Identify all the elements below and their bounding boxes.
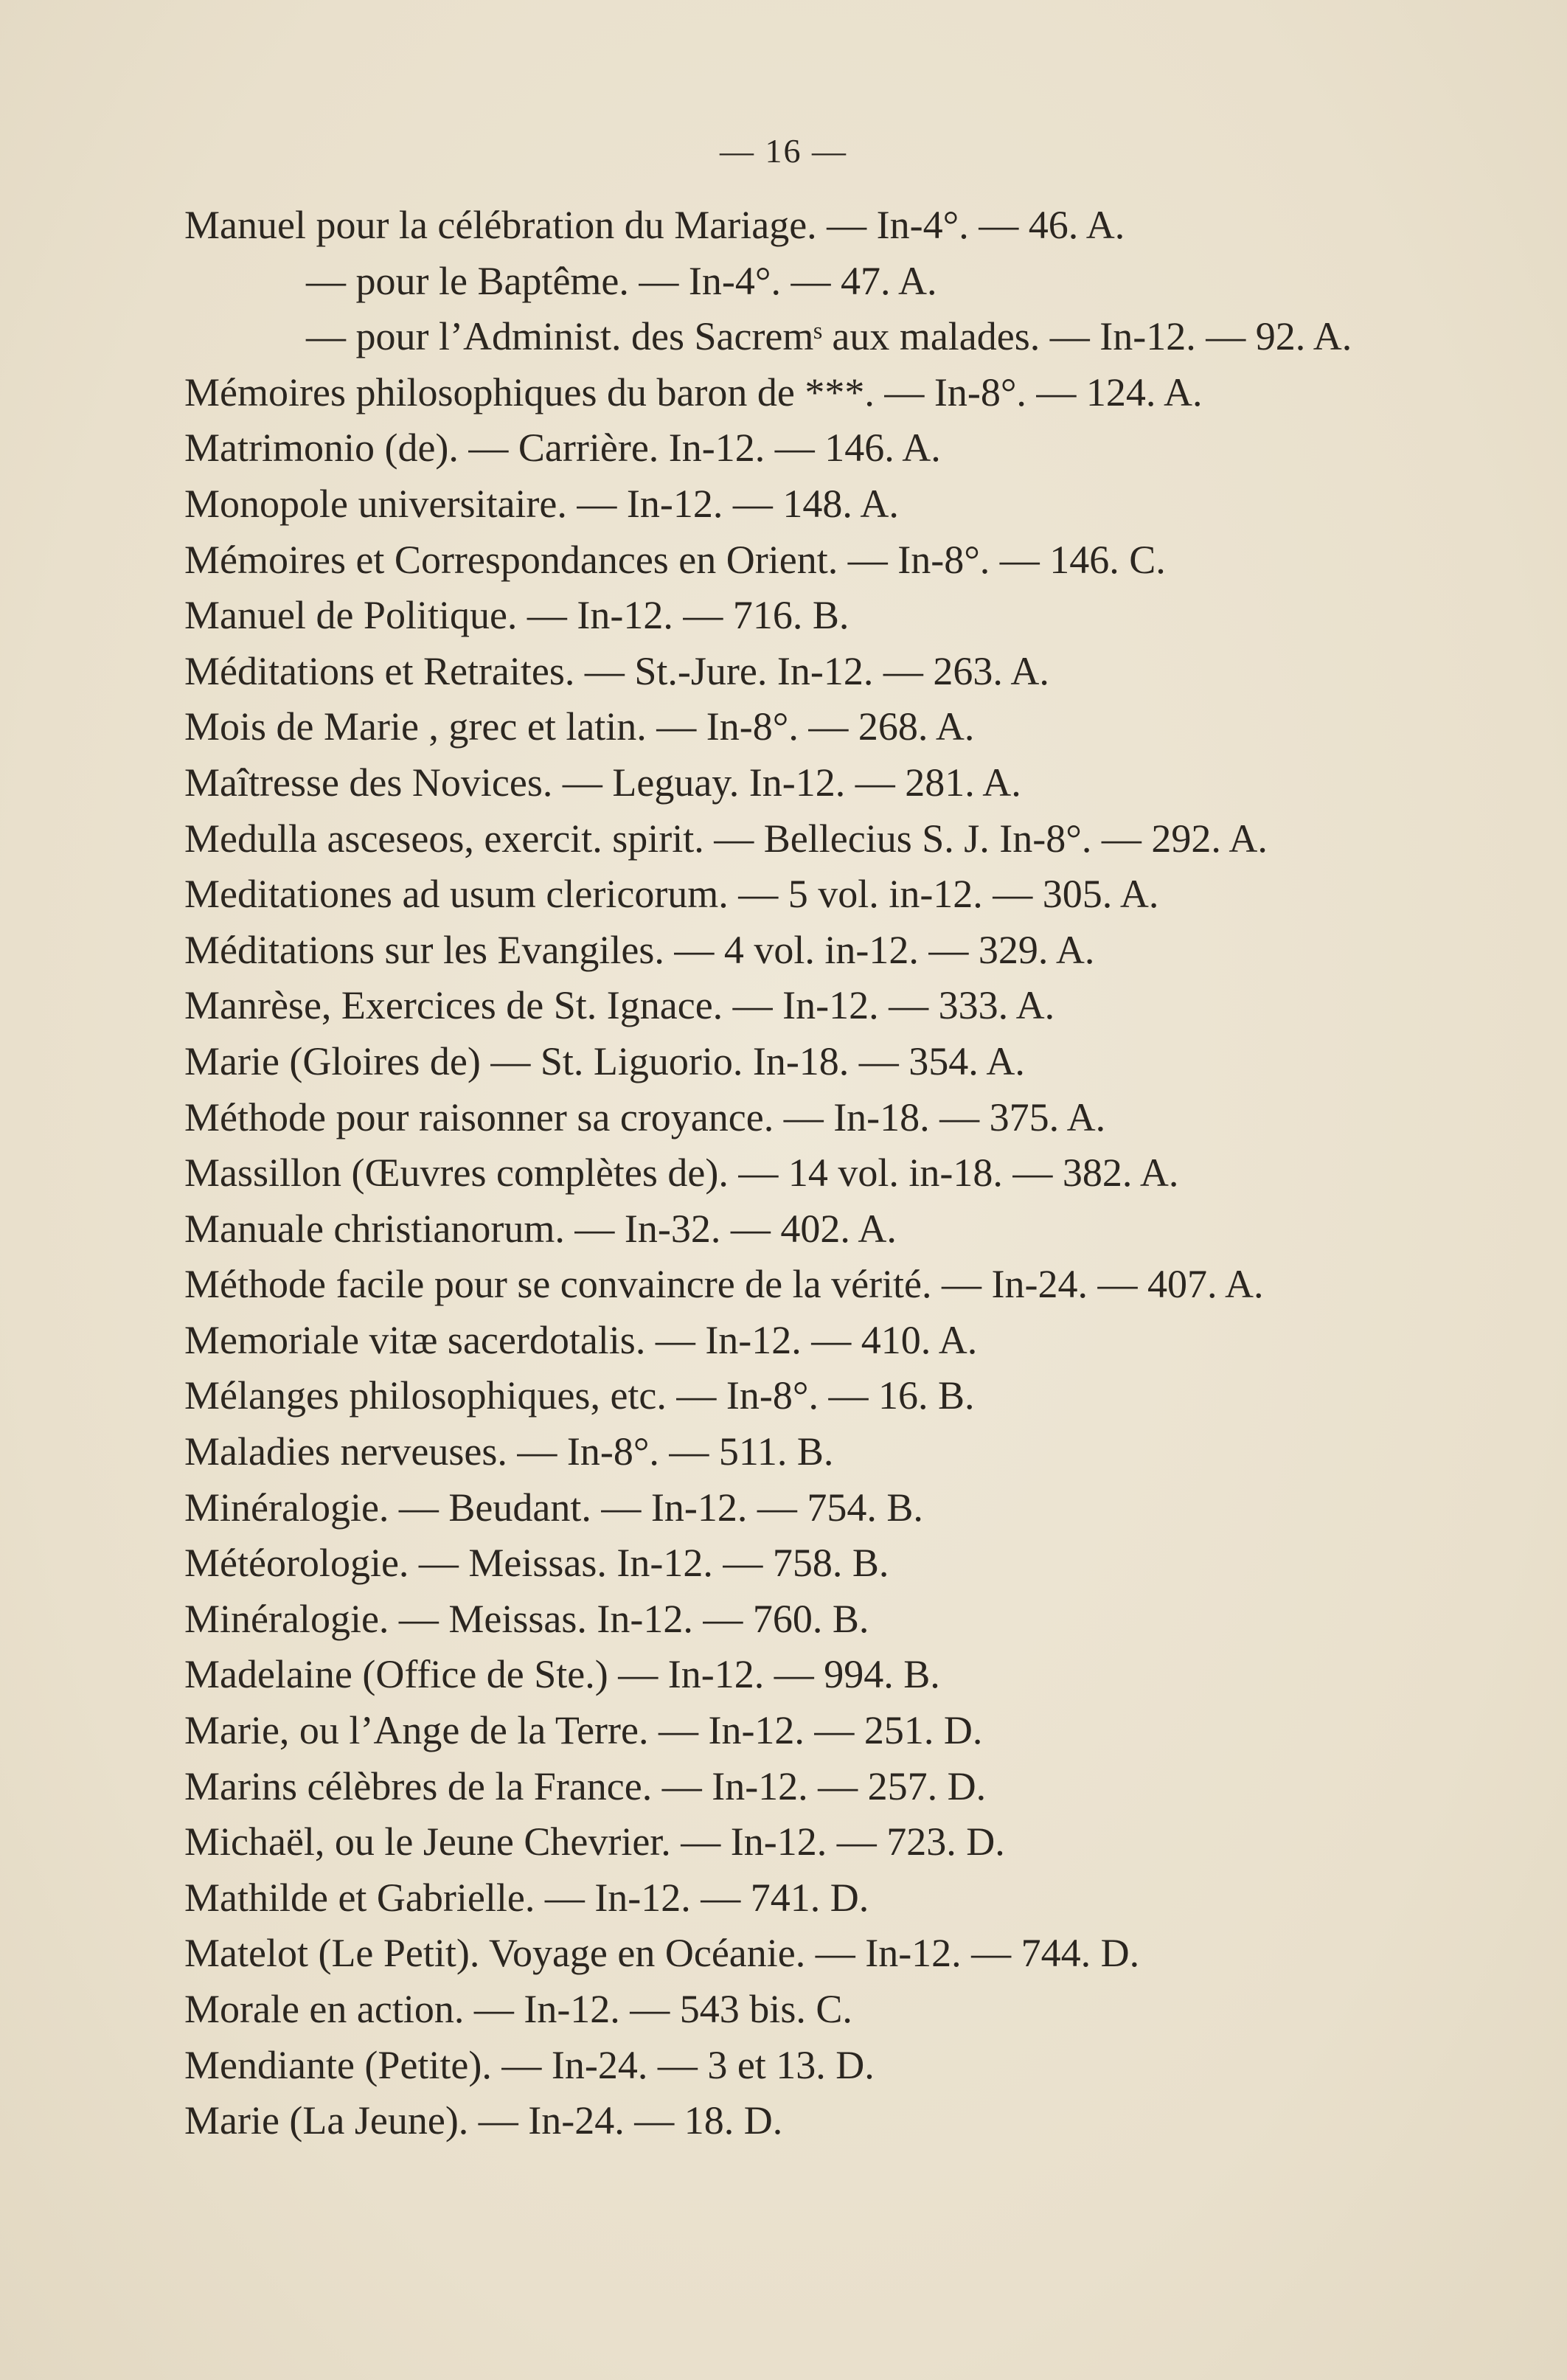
catalog-entry: Minéralogie. — Meissas. In-12. — 760. B.: [184, 1596, 869, 1641]
catalog-entry: Massillon (Œuvres complètes de). — 14 vol. in-18. — 382. A.: [184, 1151, 1179, 1196]
catalog-entry: Méthode facile pour se convaincre de la vérité. — In-24. — 407. A.: [184, 1262, 1264, 1307]
catalog-entry: Météorologie. — Meissas. In-12. — 758. B.: [184, 1541, 889, 1586]
catalog-entry: Mélanges philosophiques, etc. — In-8°. — 16. B.: [184, 1373, 975, 1418]
catalog-entry: Morale en action. — In-12. — 543 bis. C.: [184, 1987, 852, 2031]
catalog-entry: Manuel de Politique. — In-12. — 716. B.: [184, 593, 849, 638]
catalog-entry: Monopole universitaire. — In-12. — 148. A.: [184, 481, 899, 526]
catalog-entry: Madelaine (Office de Ste.) — In-12. — 994. B.: [184, 1652, 940, 1697]
catalog-entry: Marie, ou l’Ange de la Terre. — In-12. — 251. D.: [184, 1708, 983, 1753]
catalog-entry: Méthode pour raisonner sa croyance. — In-18. — 375. A.: [184, 1094, 1106, 1139]
catalog-entry: Matrimonio (de). — Carrière. In-12. — 146. A.: [184, 426, 941, 471]
catalog-entry: Memoriale vitæ sacerdotalis. — In-12. — 410. A.: [184, 1317, 978, 1362]
catalog-entry: Manuel pour la célébration du Mariage. — In-4°. — 46. A.: [184, 203, 1125, 247]
catalog-entry: — pour l’Administ. des Sacremˢ aux malades. — In-12. — 92. A.: [306, 314, 1352, 359]
catalog-entry: Méditations sur les Evangiles. — 4 vol. in-12. — 329. A.: [184, 927, 1095, 972]
catalog-entry: Marie (Gloires de) — St. Liguorio. In-18. — 354. A.: [184, 1038, 1025, 1083]
catalog-list: [184, 198, 1482, 2149]
catalog-entry: Manrèse, Exercices de St. Ignace. — In-12. — 333. A.: [184, 983, 1055, 1028]
catalog-entry: Méditations et Retraites. — St.-Jure. In-12. — 263. A.: [184, 648, 1049, 693]
catalog-entry: Michaël, ou le Jeune Chevrier. — In-12. — 723. D.: [184, 1819, 1005, 1864]
catalog-entry: Meditationes ad usum clericorum. — 5 vol. in-12. — 305. A.: [184, 872, 1159, 917]
catalog-entry: Manuale christianorum. — In-32. — 402. A.: [184, 1206, 897, 1251]
catalog-entry: — pour le Baptême. — In-4°. — 47. A.: [306, 258, 937, 303]
page-number: — 16 —: [720, 132, 847, 170]
catalog-entry: Mémoires et Correspondances en Orient. — In-8°. — 146. C.: [184, 537, 1166, 582]
catalog-entry: Matelot (Le Petit). Voyage en Océanie. — In-12. — 744. D.: [184, 1931, 1140, 1976]
catalog-entry: Maîtresse des Novices. — Leguay. In-12. — 281. A.: [184, 760, 1021, 805]
catalog-entry: Mathilde et Gabrielle. — In-12. — 741. D.: [184, 1875, 869, 1920]
catalog-entry: Maladies nerveuses. — In-8°. — 511. B.: [184, 1429, 834, 1474]
catalog-entry: Medulla asceseos, exercit. spirit. — Bellecius S. J. In-8°. — 292. A.: [184, 816, 1268, 861]
catalog-entry: Mémoires philosophiques du baron de ***. — In-8°. — 124. A.: [184, 370, 1203, 414]
catalog-entry: Mendiante (Petite). — In-24. — 3 et 13. D.: [184, 2042, 875, 2087]
catalog-entry: Marie (La Jeune). — In-24. — 18. D.: [184, 2098, 783, 2143]
catalog-entry: Marins célèbres de la France. — In-12. — 257. D.: [184, 1763, 987, 1808]
catalog-entry: Mois de Marie , grec et latin. — In-8°. — 268. A.: [184, 704, 975, 749]
catalog-entry: Minéralogie. — Beudant. — In-12. — 754. B.: [184, 1485, 923, 1530]
